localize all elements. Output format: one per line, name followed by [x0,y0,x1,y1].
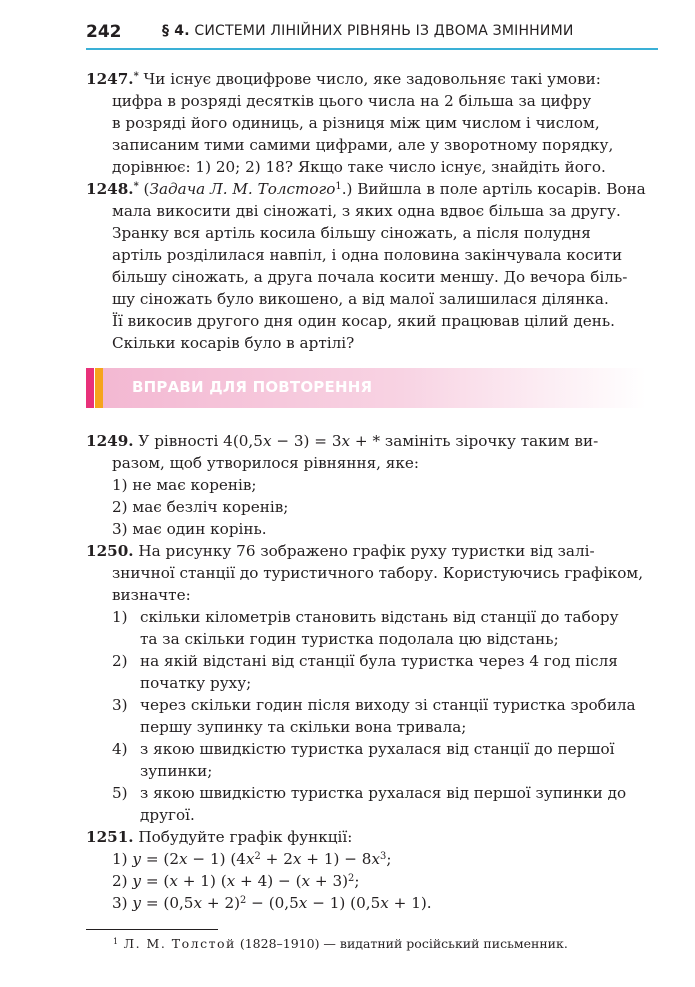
problem-1249-line-2: разом, щоб утворилося рівняння, яке: [112,454,419,472]
problem-1248-line-2: мала викосити дві сіножаті, з яких одна вдвоє більша за другу. [112,202,621,220]
problem-1247-line-4: записаним тими самими цифрами, але у зворотному порядку, [112,136,614,154]
problem-1250-item-text: другої. [140,806,195,824]
section-title [162,23,574,39]
problem-1248-line-8: Скільки косарів було в артілі? [112,334,355,352]
problem-1250-item-text: початку руху; [140,674,252,692]
footnote-name: Л. М. Толстой [118,936,236,951]
problem-1250-item-number: 4) [112,740,128,758]
problem-1250-item-text: першу зупинку та скільки вона тривала; [140,718,467,736]
problem-1250-line-3: визначте: [112,586,191,604]
problem-1250-item-number: 5) [112,784,128,802]
problem-1250-item-text: з якою швидкістю туристка рухалася від першої зупинки до [140,784,627,802]
problem-1248-line-1: 1248.* (Задача Л. М. Толстого$^1$.) Вийшла в поле артіль косарів. Вона [86,180,646,198]
problem-number: 1249. [86,432,134,450]
difficulty-mark: * [133,181,139,193]
problem-1249-line-1: 1249. У рівності 4(0,5x − 3) = 3x + * замініть зірочку таким ви- [86,432,599,450]
problem-source: Задача Л. М. Толстого [149,180,336,198]
footnote-mark: 1 [113,935,119,946]
problem-1247-line-3: в розряді його одиниць, а різниця між цим числом і числом, [112,114,600,132]
problem-number: 1250. [86,542,134,560]
function-formula-3: 3) $y = (0,5x + 2)^2 - (0,5x - 1)$ (0,5x + 1). [112,894,432,912]
problem-number: 1248. [86,180,134,198]
banner-accent-pink [86,368,94,408]
problem-1250-item-text: з якою швидкістю туристка рухалася від станції до першої [140,740,615,758]
running-header [86,20,658,50]
problem-1248-line-6: шу сіножать було викошено, а від малої залишилася ділянка. [112,290,609,308]
problem-1248-line-3: Зранку вся артіль косила більшу сіножать, а після полудня [112,224,591,242]
problem-1248-line-4: артіль розділилася навпіл, і одна половина закінчувала косити [112,246,623,264]
section-name: СИСТЕМИ ЛІНІЙНИХ РІВНЯНЬ ІЗ ДВОМА ЗМІННИМИ [194,23,574,39]
problem-1250-line-1: 1250. На рисунку 76 зображено графік руху туристки від залі- [86,542,595,560]
problem-1250-item-text: на якій відстані від станції була туристка через 4 год після [140,652,618,670]
footnote [113,936,568,951]
problem-1249-item: 3) має один корінь. [112,520,267,538]
problem-1247-line-2: цифра в розряді десятків цього числа на 2 більша за цифру [112,92,592,110]
problem-1249-item: 2) має безліч коренів; [112,498,289,516]
problem-1250-item-text: зупинки; [140,762,213,780]
difficulty-mark: * [133,71,139,83]
problem-1250-item-number: 3) [112,696,128,714]
problem-1250-item-text: скільки кілометрів становить відстань від станції до табору [140,608,619,626]
problem-number: 1251. [86,828,134,846]
banner-accent-orange [95,368,103,408]
footnote-text: (1828–1910) — видатний російський письменник. [235,936,568,951]
problem-1250-line-2: зничної станції до туристичного табору. Користуючись графіком, [112,564,644,582]
problem-1248-line-7: Її викосив другого дня один косар, який працював цілий день. [112,312,615,330]
problem-1249-item: 1) не має коренів; [112,476,257,494]
problem-1248-line-5: більшу сіножать, а друга почала косити меншу. До вечора біль- [112,268,628,286]
problem-1250-item-number: 2) [112,652,128,670]
footnote-ref: 1 [335,181,342,193]
problem-1250-item-text: та за скільки годин туристка подолала цю відстань; [140,630,559,648]
section-banner [86,368,646,408]
problem-number: 1247. [86,70,134,88]
banner-title: ВПРАВИ ДЛЯ ПОВТОРЕННЯ [132,378,373,396]
function-formula-1: 1) y = (2x − 1) $(4x^2 + 2x + 1) - 8x^3$; [112,850,392,868]
function-formula-2: 2) y = (x + 1) $(x + 4) - (x + 3)^2$; [112,872,360,890]
footnote-divider [86,929,218,930]
problem-1251-line-1: 1251. Побудуйте графік функції: [86,828,353,846]
section-mark: § 4. [162,23,190,39]
page-number: 242 [86,22,122,42]
problem-1250-item-number: 1) [112,608,128,626]
problem-1247-line-5: дорівнює: 1) 20; 2) 18? Якщо таке число існує, знайдіть його. [112,158,606,176]
problem-1250-item-text: через скільки годин після виходу зі станції туристка зробила [140,696,636,714]
problem-1247-line-1: 1247.* Чи існує двоцифрове число, яке задовольняє такі умови: [86,70,601,88]
